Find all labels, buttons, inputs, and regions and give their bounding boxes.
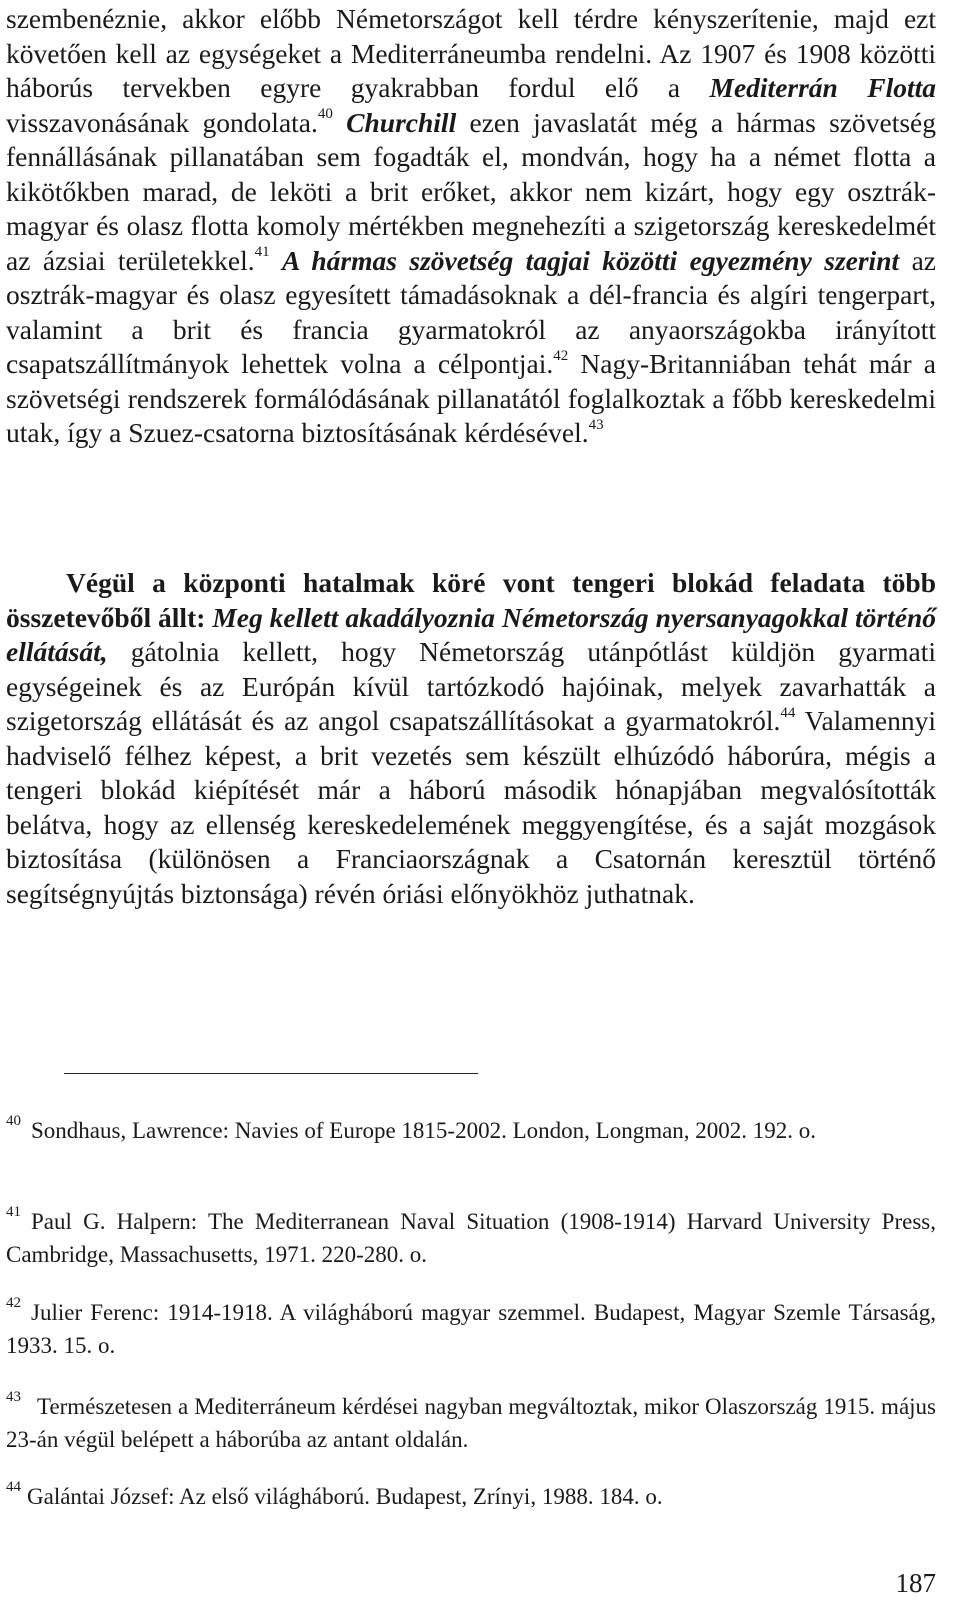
footnote-number: 44 [6,1479,21,1496]
footnote-number: 40 [6,1113,21,1130]
footnote-44 [6,1480,936,1513]
bold-lead-sentence: Végül a központi hatalmak köré vont tengeri blokád feladata több összetevőből állt: [6,567,936,633]
footnote-number: 41 [6,1204,21,1221]
footnote-43 [6,1390,936,1456]
footnote-ref-44[interactable]: 44 [780,704,796,721]
emphasis-churchill: Churchill [346,106,457,138]
footnote-number: 43 [6,1389,21,1406]
emphasis-mediterran-flotta: Mediterrán Flotta [709,72,936,103]
footnote-number: 42 [6,1295,21,1312]
paragraph-1-text-e: Nagy-Britanniában tehát már a szövetségi rendszerek formálódásának pillanatától foglalkoztak a főbb kereskedelmi utak, így a Szuez-csatorna biztosításának kérdésével. [6,348,936,448]
document-page [6,0,936,1606]
emphasis-harmas-szovetseg: A hármas szövetség tagjai közötti egyezmény szerint [282,244,900,276]
paragraph-1-text-b: visszavonásának gondolata. [6,106,318,138]
paragraph-1-text-a: szembenéznie, akkor előbb Németországot kell térdre kényszerítenie, majd ezt követően kell az egységeket a Mediterráneumba rendelni. Az 1907 és 1908 közötti háborús tervekben egyre gyakrabban fordul elő a [6,3,936,103]
paragraph-2-text-a: gátolnia kellett, hogy Németország utánpótlást küldjön gyarmati egységeinek és az Európán kívül tartózkodó hajóinak, melyek zavarhatták a szigetország ellátását és az angol csapatszállításokat a gyarmatokról. [6,636,936,736]
footnote-41 [6,1205,936,1271]
footnote-text: Sondhaus, Lawrence: Navies of Europe 1815-2002. London, Longman, 2002. 192. o. [31,1118,817,1143]
footnote-ref-43[interactable]: 43 [588,416,604,433]
body-paragraph-1 [6,2,936,451]
footnote-ref-41[interactable]: 41 [254,244,270,261]
emphasis-nyersanyag: Meg kellett akadályoznia Németország nyersanyagokkal történő ellátását, [6,601,936,667]
footnote-42 [6,1296,936,1362]
footnote-text: Paul G. Halpern: The Mediterranean Naval Situation (1908-1914) Harvard University Press, Cambridge, Massachusetts, 1971. 220-280. o. [6,1209,936,1267]
footnote-text: Természetesen a Mediterráneum kérdései nagyban megváltoztak, mikor Olaszország 1915. május 23-án végül belépett a háborúba az antant oldalán. [6,1394,936,1452]
paragraph-1-text-d: az osztrák-magyar és olasz egyesített támadásoknak a dél-francia és algíri tengerpart, valamint a brit és francia gyarmatokról az anyaországokba irányított csapatszállítmányok lehettek volna a célpontjai. [6,244,937,379]
footnote-ref-42[interactable]: 42 [553,347,569,364]
footnote-text: Galántai József: Az első világháború. Budapest, Zrínyi, 1988. 184. o. [27,1484,663,1509]
footnote-40 [6,1114,936,1147]
paragraph-2-text-b: Valamennyi hadviselő félhez képest, a brit vezetés sem készült elhúzódó háborúra, mégis a tengeri blokád kiépítését már a háború második hónapjában megvalósították belátva, hogy az ellenség kereskedelemének meggyengítése, és a saját mozgások biztosítása (különösen a Franciaországnak a Csatornán keresztül történő segítségnyújtás biztonsága) révén óriási előnyökhöz juthatnak. [6,705,936,909]
body-paragraph-2 [6,566,936,911]
footnote-ref-40[interactable]: 40 [317,106,333,123]
page-number: 187 [895,1568,936,1598]
footnote-text: Julier Ferenc: 1914-1918. A világháború magyar szemmel. Budapest, Magyar Szemle Társaság, 1933. 15. o. [6,1300,936,1358]
footnote-separator [64,1073,478,1074]
paragraph-1-text-c: ezen javaslatát még a hármas szövetség fennállásának pillanatában sem fogadták el, mondván, hogy ha a német flotta a kikötőkben marad, de leköti a brit erőket, akkor nem kizárt, hogy egy osztrák-magyar és olasz flotta komoly mértékben megnehezíti a szigetország kereskedelmét az ázsiai területekkel. [6,106,936,276]
